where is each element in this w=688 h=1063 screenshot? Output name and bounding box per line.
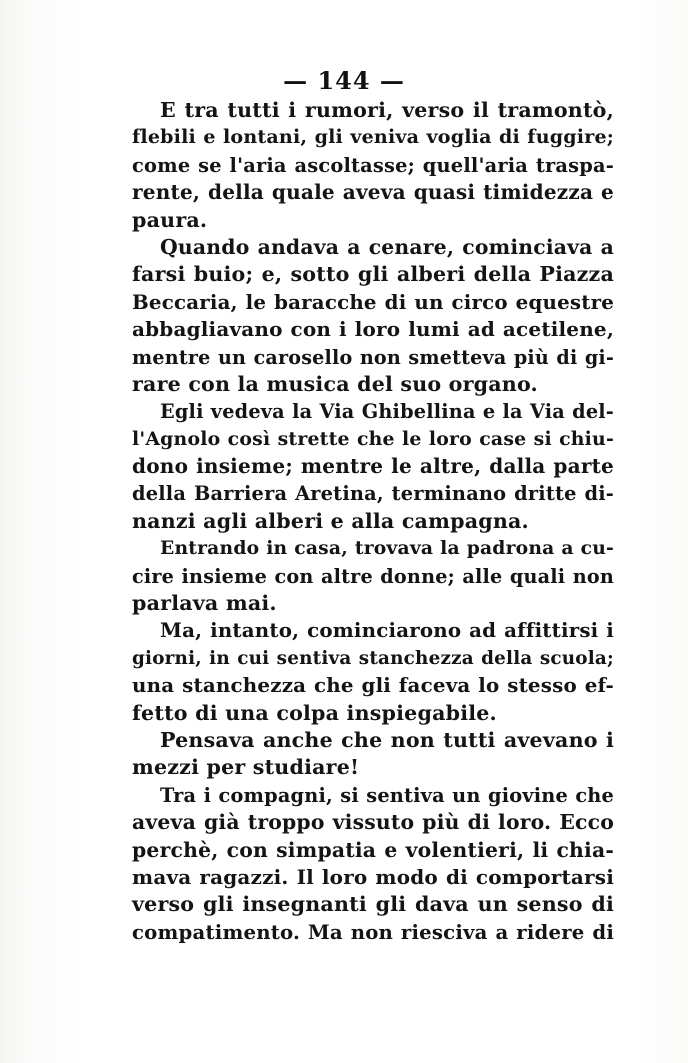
text-line: abbagliavano con i loro lumi ad acetilene, [132,317,614,342]
text-line: parlava mai. [132,591,277,616]
text-line: E tra tutti i rumori, verso il tramontò, [160,98,614,122]
text-line: flebili e lontani, gli veniva voglia di fuggire; [132,126,614,149]
text-line: nanzi agli alberi e alla campagna. [132,508,529,533]
text-line: Beccaria, le baracche di un circo equestre [132,289,614,314]
text-line: Entrando in casa, trovava la padrona a cu- [160,537,614,560]
text-line: rare con la musica del suo organo. [132,371,538,396]
text-line: fetto di una colpa inspiegabile. [132,700,497,725]
text-line: Ma, intanto, cominciarono ad affittirsi i [160,618,614,643]
text-line: cire insieme con altre donne; alle quali non [132,564,614,588]
text-line: farsi buio; e, sotto gli alberi della Piazza [132,262,614,287]
text-line: paura. [132,207,208,232]
text-line: rente, della quale aveva quasi timidezza e [132,180,614,205]
text-line: mezzi per studiare! [132,755,360,780]
text-line: perchè, con simpatia e volentieri, li chia- [132,837,614,862]
text-line: giorni, in cui sentiva stanchezza della scuola; [132,647,614,669]
text-line: della Barriera Aretina, terminano dritte di- [132,482,614,506]
text-line: come se l'aria ascoltasse; quell'aria traspa- [132,153,614,177]
text-line: compatimento. Ma non riesciva a ridere di [132,920,614,944]
text-line: verso gli insegnanti gli dava un senso di [132,892,614,917]
page-text [132,97,614,946]
text-line: aveva già troppo vissuto più di loro. Ecco [132,810,614,835]
text-line: una stanchezza che gli faceva lo stesso ef- [132,673,614,698]
page-number: — 144 — [283,66,405,95]
text-line: l'Agnolo così strette che le loro case si chiu- [132,427,614,450]
text-line: Pensava anche che non tutti avevano i [160,727,614,752]
text-line: dono insieme; mentre le altre, dalla parte [132,454,614,479]
text-line: Egli vedeva la Via Ghibellina e la Via del- [160,400,614,424]
text-line: mentre un carosello non smetteva più di gi- [132,345,614,369]
text-line: Tra i compagni, si sentiva un giovine che [160,783,614,807]
text-line: Quando andava a cenare, cominciava a [160,234,614,259]
text-line: mava ragazzi. Il loro modo di comportarsi [132,864,614,889]
